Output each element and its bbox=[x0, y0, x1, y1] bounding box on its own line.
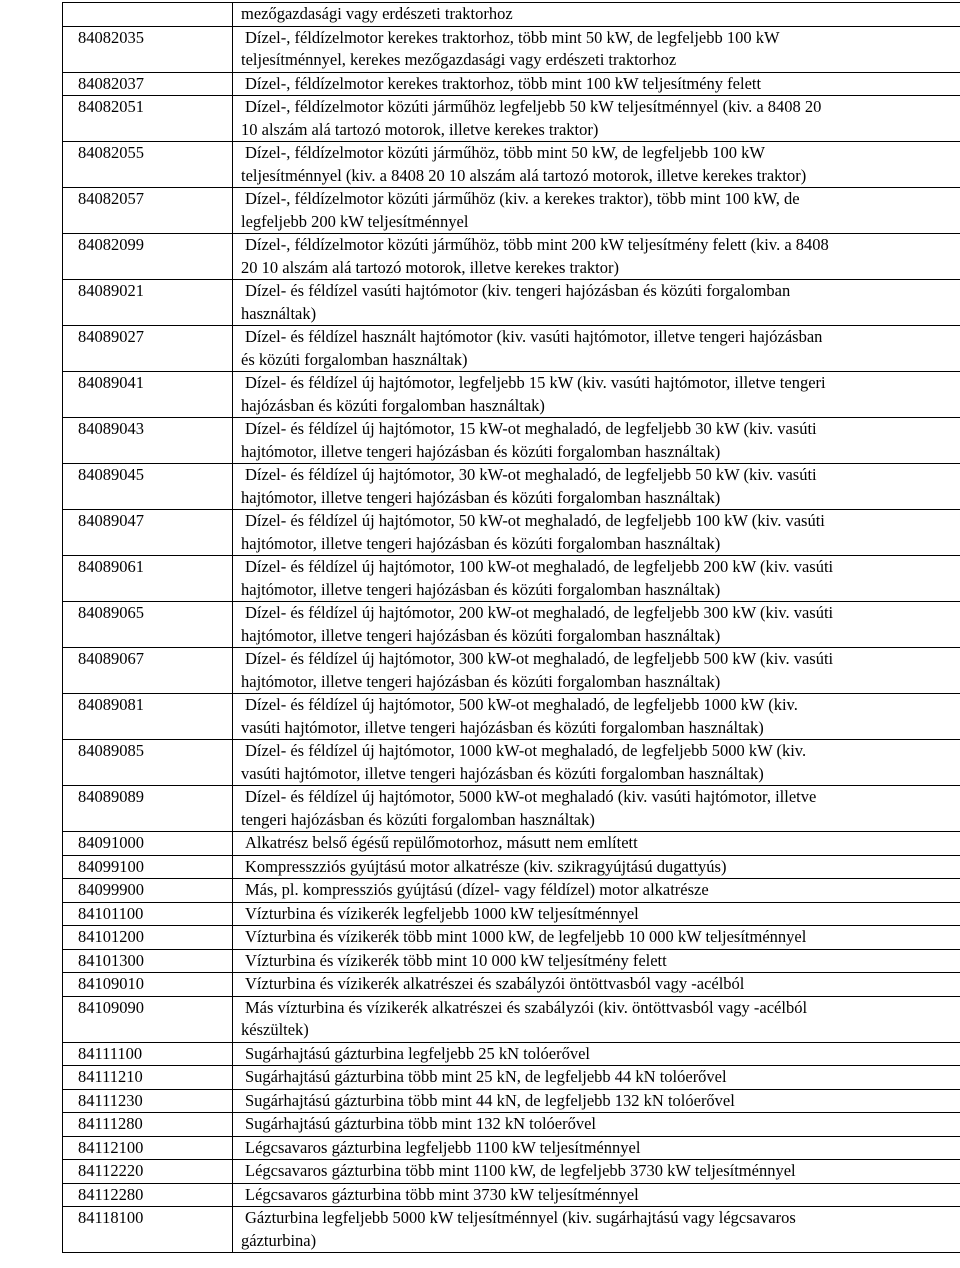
tariff-code-cell: 84082055 bbox=[63, 142, 233, 188]
description-cell bbox=[233, 855, 960, 879]
description-first-line: Dízel- és féldízel új hajtómotor, 30 kW-ot meghaladó, de legfeljebb 50 kW (kiv. vasúti bbox=[245, 465, 817, 484]
tariff-code-cell: 84089047 bbox=[63, 510, 233, 556]
description-cell bbox=[233, 1113, 960, 1137]
description-continuation: teljesítménnyel (kiv. a 8408 20 10 alszám alá tartozó motorok, illetve kerekes traktor) bbox=[241, 165, 807, 185]
tariff-code-cell: 84111280 bbox=[63, 1113, 233, 1137]
description-continuation: gázturbina) bbox=[241, 1230, 317, 1250]
tariff-code-cell: 84082099 bbox=[63, 234, 233, 280]
description-first-line: Dízel- és féldízel új hajtómotor, 500 kW-ot meghaladó, de legfeljebb 1000 kW (kiv. bbox=[245, 695, 798, 714]
table-row bbox=[63, 3, 960, 27]
description-first-line: Dízel- és féldízel új hajtómotor, 300 kW-ot meghaladó, de legfeljebb 500 kW (kiv. vasúti bbox=[245, 649, 834, 668]
table-row bbox=[63, 510, 960, 556]
description-cell bbox=[233, 694, 960, 740]
description-continuation: teljesítménnyel, kerekes mezőgazdasági vagy erdészeti traktorhoz bbox=[241, 50, 677, 69]
tariff-code-cell: 84101300 bbox=[63, 949, 233, 973]
description-cell bbox=[233, 3, 960, 27]
description-first-line: Vízturbina és vízikerék legfeljebb 1000 kW teljesítménnyel bbox=[245, 903, 639, 923]
description-first-line: Kompresszziós gyújtású motor alkatrésze (kiv. szikragyújtású dugattyús) bbox=[245, 856, 727, 876]
description-first-line: Dízel-, féldízelmotor közúti járműhöz, több mint 50 kW, de legfeljebb 100 kW bbox=[245, 143, 765, 162]
description-first-line: Vízturbina és vízikerék több mint 1000 kW, de legfeljebb 10 000 kW teljesítménnyel bbox=[245, 927, 807, 946]
description-cell bbox=[233, 832, 960, 856]
table-row bbox=[63, 832, 960, 856]
description-continuation: hajtómotor, illetve tengeri hajózásban és közúti forgalomban használtak) bbox=[241, 487, 721, 507]
description-continuation: és közúti forgalomban használtak) bbox=[241, 349, 468, 369]
description-cell bbox=[233, 786, 960, 832]
description-first-line: Dízel- és féldízel új hajtómotor, 200 kW-ot meghaladó, de legfeljebb 300 kW (kiv. vasúti bbox=[245, 603, 834, 622]
description-cell bbox=[233, 1183, 960, 1207]
tariff-code-cell: 84109090 bbox=[63, 996, 233, 1042]
table-row bbox=[63, 26, 960, 72]
table-row bbox=[63, 418, 960, 464]
table-row bbox=[63, 740, 960, 786]
description-continuation: hajtómotor, illetve tengeri hajózásban és közúti forgalomban használtak) bbox=[241, 625, 721, 645]
table-row bbox=[63, 1113, 960, 1137]
tariff-code-cell: 84089043 bbox=[63, 418, 233, 464]
tariff-code-cell: 84112100 bbox=[63, 1136, 233, 1160]
tariff-code-cell: 84111230 bbox=[63, 1089, 233, 1113]
description-continuation: hajtómotor, illetve tengeri hajózásban és közúti forgalomban használtak) bbox=[241, 579, 721, 599]
description-continuation: hajtómotor, illetve tengeri hajózásban és közúti forgalomban használtak) bbox=[241, 533, 721, 553]
table-row bbox=[63, 556, 960, 602]
description-first-line: Dízel-, féldízelmotor közúti járműhöz, több mint 200 kW teljesítmény felett (kiv. a 8408 bbox=[245, 235, 829, 254]
description-continuation: vasúti hajtómotor, illetve tengeri hajózásban és közúti forgalomban használtak) bbox=[241, 763, 764, 783]
tariff-code-cell: 84091000 bbox=[63, 832, 233, 856]
description-cell bbox=[233, 973, 960, 997]
description-first-line: Dízel- és féldízel vasúti hajtómotor (kiv. tengeri hajózásban és közúti forgalomban bbox=[245, 281, 791, 300]
description-cell bbox=[233, 1042, 960, 1066]
description-cell bbox=[233, 234, 960, 280]
description-cell bbox=[233, 996, 960, 1042]
description-cell bbox=[233, 902, 960, 926]
description-first-line: Dízel- és féldízel új hajtómotor, legfeljebb 15 kW (kiv. vasúti hajtómotor, illetve tengeri bbox=[245, 373, 826, 392]
description-cell bbox=[233, 949, 960, 973]
description-first-line: Gázturbina legfeljebb 5000 kW teljesítménnyel (kiv. sugárhajtású vagy légcsavaros bbox=[245, 1208, 796, 1227]
table-row bbox=[63, 602, 960, 648]
description-cell bbox=[233, 280, 960, 326]
tariff-code-cell: 84101100 bbox=[63, 902, 233, 926]
tariff-code-cell: 84082037 bbox=[63, 72, 233, 96]
description-continuation: vasúti hajtómotor, illetve tengeri hajózásban és közúti forgalomban használtak) bbox=[241, 717, 764, 737]
description-cell bbox=[233, 648, 960, 694]
description-first-line: Dízel-, féldízelmotor közúti járműhöz legfeljebb 50 kW teljesítménnyel (kiv. a 8408 20 bbox=[245, 97, 822, 116]
description-cell bbox=[233, 1089, 960, 1113]
tariff-code-cell: 84099900 bbox=[63, 879, 233, 903]
description-cell bbox=[233, 142, 960, 188]
description-first-line: Dízel- és féldízel új hajtómotor, 15 kW-ot meghaladó, de legfeljebb 30 kW (kiv. vasúti bbox=[245, 419, 817, 438]
table-row bbox=[63, 926, 960, 950]
tariff-code-cell: 84089089 bbox=[63, 786, 233, 832]
description-cell bbox=[233, 188, 960, 234]
table-row bbox=[63, 694, 960, 740]
description-first-line: Vízturbina és vízikerék alkatrészei és szabályzói öntöttvasból vagy -acélból bbox=[245, 974, 745, 993]
table-row bbox=[63, 902, 960, 926]
description-cell bbox=[233, 1066, 960, 1090]
tariff-code-cell: 84118100 bbox=[63, 1207, 233, 1253]
description-first-line: Sugárhajtású gázturbina több mint 25 kN, de legfeljebb 44 kN tolóerővel bbox=[245, 1067, 727, 1086]
description-first-line: Légcsavaros gázturbina több mint 3730 kW teljesítménnyel bbox=[245, 1184, 639, 1204]
table-row bbox=[63, 72, 960, 96]
tariff-code-cell: 84082035 bbox=[63, 26, 233, 72]
tariff-code-cell: 84101200 bbox=[63, 926, 233, 950]
description-first-line: Dízel- és féldízel használt hajtómotor (kiv. vasúti hajtómotor, illetve tengeri hajózásban bbox=[245, 327, 823, 346]
table-row bbox=[63, 234, 960, 280]
description-cell bbox=[233, 1207, 960, 1253]
description-cell bbox=[233, 510, 960, 556]
table-row bbox=[63, 326, 960, 372]
description-continuation: mezőgazdasági vagy erdészeti traktorhoz bbox=[241, 4, 513, 23]
tariff-code-cell: 84112280 bbox=[63, 1183, 233, 1207]
table-row bbox=[63, 1066, 960, 1090]
table-row bbox=[63, 879, 960, 903]
tariff-code-table bbox=[62, 2, 960, 1253]
description-continuation: 20 10 alszám alá tartozó motorok, illetve kerekes traktor) bbox=[241, 257, 619, 277]
description-continuation: hajózásban és közúti forgalomban használtak) bbox=[241, 395, 545, 415]
description-first-line: Alkatrész belső égésű repülőmotorhoz, másutt nem említett bbox=[245, 833, 638, 852]
tariff-code-cell: 84082051 bbox=[63, 96, 233, 142]
table-row bbox=[63, 996, 960, 1042]
description-first-line: Más vízturbina és vízikerék alkatrészei és szabályzói (kiv. öntöttvasból vagy -acélból bbox=[245, 997, 808, 1017]
description-first-line: Vízturbina és vízikerék több mint 10 000 kW teljesítmény felett bbox=[245, 950, 667, 970]
description-first-line: Légcsavaros gázturbina legfeljebb 1100 kW teljesítménnyel bbox=[245, 1137, 641, 1157]
description-first-line: Dízel-, féldízelmotor kerekes traktorhoz, több mint 100 kW teljesítmény felett bbox=[245, 73, 762, 93]
description-cell bbox=[233, 926, 960, 950]
description-first-line: Dízel- és féldízel új hajtómotor, 50 kW-ot meghaladó, de legfeljebb 100 kW (kiv. vasúti bbox=[245, 511, 825, 530]
description-cell bbox=[233, 72, 960, 96]
tariff-code-cell: 84089027 bbox=[63, 326, 233, 372]
tariff-code-cell: 84089045 bbox=[63, 464, 233, 510]
tariff-code-cell: 84111210 bbox=[63, 1066, 233, 1090]
table-row bbox=[63, 1042, 960, 1066]
description-cell bbox=[233, 1160, 960, 1184]
description-first-line: Dízel-, féldízelmotor közúti járműhöz (kiv. a kerekes traktor), több mint 100 kW, de bbox=[245, 189, 800, 208]
table-body bbox=[63, 3, 960, 1253]
description-cell bbox=[233, 602, 960, 648]
description-cell bbox=[233, 26, 960, 72]
table-row bbox=[63, 1207, 960, 1253]
tariff-code-cell: 84099100 bbox=[63, 855, 233, 879]
description-continuation: készültek) bbox=[241, 1020, 309, 1039]
description-first-line: Dízel-, féldízelmotor kerekes traktorhoz, több mint 50 kW, de legfeljebb 100 kW bbox=[245, 27, 780, 47]
description-first-line: Dízel- és féldízel új hajtómotor, 100 kW-ot meghaladó, de legfeljebb 200 kW (kiv. vasúti bbox=[245, 557, 834, 576]
tariff-code-cell: 84109010 bbox=[63, 973, 233, 997]
table-row bbox=[63, 464, 960, 510]
tariff-code-cell: 84112220 bbox=[63, 1160, 233, 1184]
tariff-code-cell: 84089065 bbox=[63, 602, 233, 648]
tariff-code-cell: 84089085 bbox=[63, 740, 233, 786]
tariff-code-cell: 84089081 bbox=[63, 694, 233, 740]
tariff-code-cell: 84111100 bbox=[63, 1042, 233, 1066]
description-first-line: Sugárhajtású gázturbina legfeljebb 25 kN tolóerővel bbox=[245, 1043, 591, 1063]
table-row bbox=[63, 786, 960, 832]
tariff-code-cell: 84089041 bbox=[63, 372, 233, 418]
table-row bbox=[63, 372, 960, 418]
table-row bbox=[63, 648, 960, 694]
table-row bbox=[63, 1136, 960, 1160]
description-continuation: hajtómotor, illetve tengeri hajózásban és közúti forgalomban használtak) bbox=[241, 671, 721, 691]
table-row bbox=[63, 188, 960, 234]
tariff-code-cell bbox=[63, 3, 233, 27]
tariff-code-cell: 84089021 bbox=[63, 280, 233, 326]
description-cell bbox=[233, 464, 960, 510]
table-row bbox=[63, 949, 960, 973]
table-row bbox=[63, 1089, 960, 1113]
description-first-line: Más, pl. kompressziós gyújtású (dízel- vagy féldízel) motor alkatrésze bbox=[245, 880, 709, 899]
tariff-code-cell: 84089067 bbox=[63, 648, 233, 694]
description-continuation: legfeljebb 200 kW teljesítménnyel bbox=[241, 211, 469, 231]
table-row bbox=[63, 96, 960, 142]
tariff-code-cell: 84082057 bbox=[63, 188, 233, 234]
description-first-line: Sugárhajtású gázturbina több mint 44 kN, de legfeljebb 132 kN tolóerővel bbox=[245, 1090, 735, 1110]
table-row bbox=[63, 280, 960, 326]
description-cell bbox=[233, 1136, 960, 1160]
table-row bbox=[63, 1160, 960, 1184]
table-row bbox=[63, 142, 960, 188]
description-continuation: használtak) bbox=[241, 303, 317, 323]
description-cell bbox=[233, 879, 960, 903]
table-row bbox=[63, 1183, 960, 1207]
description-cell bbox=[233, 96, 960, 142]
table-row bbox=[63, 973, 960, 997]
description-continuation: tengeri hajózásban és közúti forgalomban használtak) bbox=[241, 809, 595, 829]
description-cell bbox=[233, 372, 960, 418]
tariff-code-cell: 84089061 bbox=[63, 556, 233, 602]
description-cell bbox=[233, 556, 960, 602]
description-cell bbox=[233, 418, 960, 464]
table-row bbox=[63, 855, 960, 879]
description-cell bbox=[233, 740, 960, 786]
description-first-line: Dízel- és féldízel új hajtómotor, 1000 kW-ot meghaladó, de legfeljebb 5000 kW (kiv. bbox=[245, 741, 807, 760]
description-cell bbox=[233, 326, 960, 372]
description-first-line: Légcsavaros gázturbina több mint 1100 kW, de legfeljebb 3730 kW teljesítménnyel bbox=[245, 1161, 796, 1180]
description-first-line: Dízel- és féldízel új hajtómotor, 5000 kW-ot meghaladó (kiv. vasúti hajtómotor, illetve bbox=[245, 787, 817, 806]
description-first-line: Sugárhajtású gázturbina több mint 132 kN tolóerővel bbox=[245, 1114, 597, 1133]
description-continuation: 10 alszám alá tartozó motorok, illetve kerekes traktor) bbox=[241, 119, 599, 139]
description-continuation: hajtómotor, illetve tengeri hajózásban és közúti forgalomban használtak) bbox=[241, 441, 721, 461]
